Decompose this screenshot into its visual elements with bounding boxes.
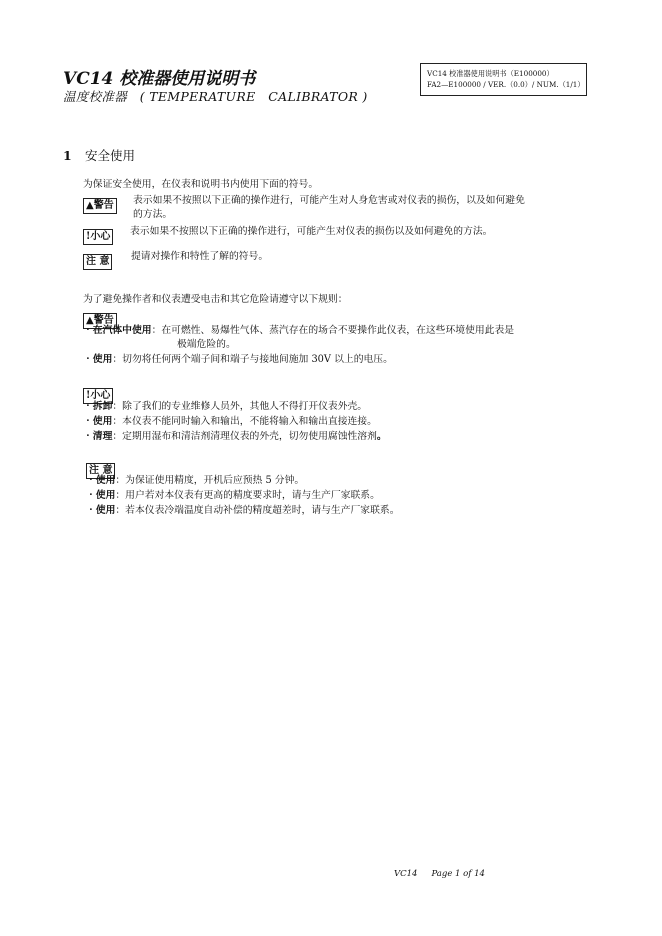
bullet: ・ (86, 490, 96, 501)
caution-item-3-label: 清理 (92, 431, 113, 442)
document-subtitle: 温度校准器 ( TEMPERATURE CALIBRATOR ) (63, 89, 368, 104)
caution-item-3-text: ：定期用湿布和清洁剂清理仪表的外壳，切勿使用腐蚀性溶剂 (112, 431, 377, 442)
warning-tag: ▲警告 (83, 198, 117, 214)
bullet: ・ (83, 431, 93, 442)
caution-symbol-row (83, 224, 113, 245)
warning-block-tag: ▲警告 (83, 313, 117, 329)
bullet: ・ (86, 505, 96, 516)
symbols-intro: 为保证安全使用，在仪表和说明书内使用下面的符号。 (83, 179, 319, 190)
document-info-box (420, 63, 587, 96)
footer-page-number: Page 1 of 14 (431, 869, 485, 879)
caution-item-2-text: ：本仪表不能同时输入和输出，不能将输入和输出直接连接。 (112, 416, 377, 427)
warning-item-1-cont: 极端危险的。 (177, 339, 236, 350)
note-item-1-text: ：为保证使用精度，开机后应预热 5 分钟。 (115, 475, 305, 486)
warning-symbol-row (83, 193, 117, 214)
section-heading (63, 146, 135, 164)
doc-info-line-1: VC14 校准器使用说明书（E100000） (427, 69, 554, 78)
caution-block-tag: !小心 (83, 388, 113, 404)
section-title: 安全使用 (85, 148, 136, 163)
note-item-3 (86, 504, 400, 518)
caution-item-2-label: 使用 (92, 416, 113, 427)
caution-item-2 (83, 415, 377, 429)
footer-model: VC14 (394, 869, 418, 879)
note-block-tag: 注 意 (86, 463, 115, 479)
note-item-1-label: 使用 (95, 475, 116, 486)
warning-item-1 (83, 324, 514, 338)
warning-description: 表示如果不按照以下正确的操作进行，可能产生对人身危害或对仪表的损伤，以及如何避免 (133, 195, 525, 206)
caution-tag: !小心 (83, 229, 113, 245)
bullet: ・ (83, 354, 93, 365)
section-number: 1 (63, 148, 72, 163)
bullet: ・ (83, 401, 93, 412)
warning-item-1-text: ：在可燃性、易爆性气体、蒸汽存在的场合不要操作此仪表，在这些环境使用此表是 (151, 325, 515, 336)
caution-item-1-text: ：除了我们的专业维修人员外，其他人不得打开仪表外壳。 (112, 401, 368, 412)
caution-item-1 (83, 400, 367, 414)
rules-intro: 为了避免操作者和仪表遭受电击和其它危险请遵守以下规则： (83, 294, 348, 305)
caution-description: 表示如果不按照以下正确的操作进行，可能产生对仪表的损伤以及如何避免的方法。 (130, 226, 493, 237)
note-symbol-row (83, 249, 112, 270)
warning-item-1-label: 在汽体中使用 (92, 325, 152, 336)
note-item-3-label: 使用 (95, 505, 116, 516)
warning-item-2-text: ：切勿将任何两个端子间和端子与接地间施加 30V 以上的电压。 (112, 354, 393, 365)
bullet: ・ (83, 325, 93, 336)
caution-item-3 (83, 430, 387, 444)
page-footer (394, 869, 499, 879)
warning-description-cont: 的方法。 (133, 209, 173, 220)
note-item-2-label: 使用 (95, 490, 116, 501)
note-description: 提请对操作和特性了解的符号。 (131, 251, 269, 262)
caution-item-3-end: 。 (376, 431, 387, 442)
note-item-2-text: ：用户若对本仪表有更高的精度要求时，请与生产厂家联系。 (115, 490, 380, 501)
bullet: ・ (86, 475, 96, 486)
document-title: VC14 校准器使用说明书 (63, 69, 256, 89)
note-item-1 (86, 474, 304, 488)
note-item-3-text: ：若本仪表冷端温度自动补偿的精度超差时，请与生产厂家联系。 (115, 505, 400, 516)
bullet: ・ (83, 416, 93, 427)
note-item-2 (86, 489, 380, 503)
caution-item-1-label: 拆卸 (92, 401, 113, 412)
warning-item-2-label: 使用 (92, 354, 113, 365)
doc-info-line-2: FA2—E100000 / VER.（0.0）/ NUM.（1/1） (427, 80, 585, 89)
warning-item-2 (83, 353, 393, 367)
note-tag: 注 意 (83, 254, 112, 270)
